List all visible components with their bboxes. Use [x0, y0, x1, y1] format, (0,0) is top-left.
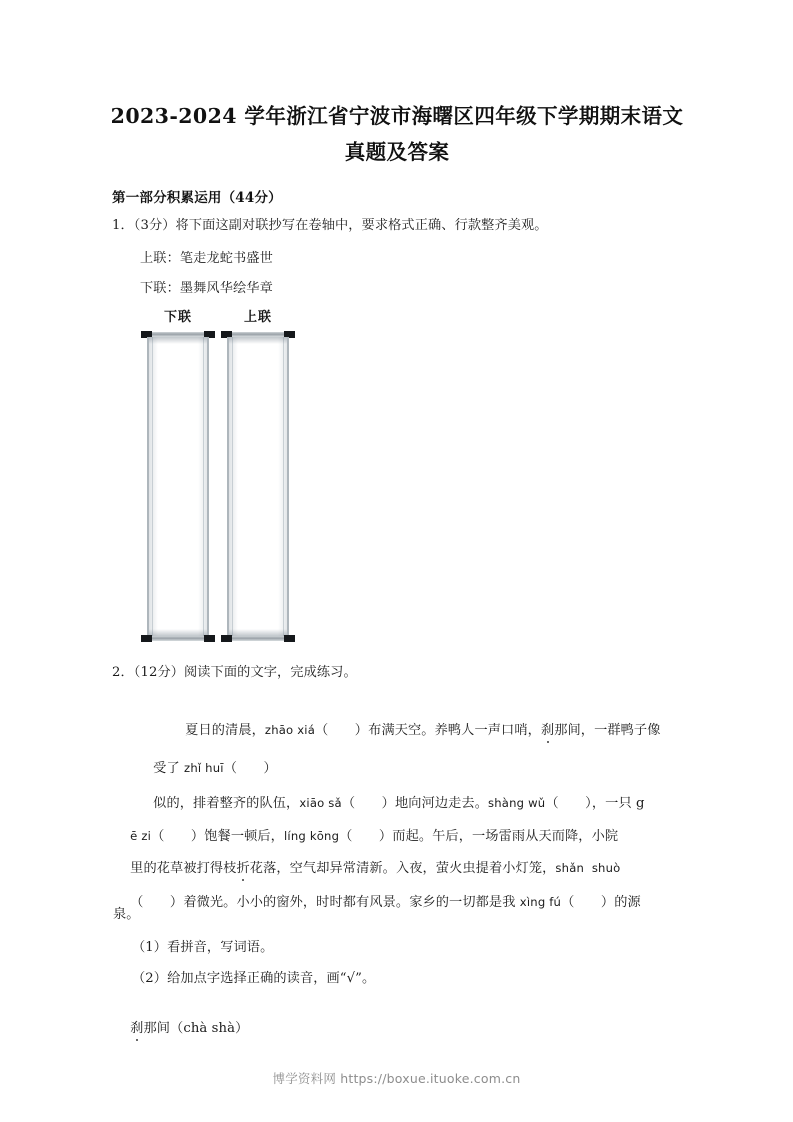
reading-options: 那间（chà shà）: [143, 1021, 249, 1036]
passage-text: 地向河边走去。: [395, 796, 489, 811]
answer-blank: （ ）: [339, 829, 393, 844]
scroll-label-shanglian: 上联: [243, 310, 272, 325]
question-2-sub-2: （2）给加点字选择正确的读音，画“√”。: [132, 971, 376, 986]
passage-line-6: [113, 872, 641, 933]
scroll-paper-blank: [227, 337, 289, 636]
scroll-left: [145, 332, 211, 641]
pinyin-xiaosa: xiāo sǎ: [299, 796, 342, 810]
page-title-line-1: 2023-2024 学年浙江省宁波市海曙区四年级下学期期末语文: [110, 104, 684, 128]
scroll-paper-shading: [149, 337, 207, 636]
passage-text: 受了: [153, 761, 185, 776]
passage-text: 而起。午后，一场雷雨从天而降，小院: [392, 829, 619, 844]
scroll-right: [225, 332, 291, 641]
pinyin-xingfu: xìng fú: [519, 895, 562, 909]
passage-text: 里的花草被打得枝: [130, 861, 237, 876]
pinyin-gezi: ē zi: [130, 829, 152, 843]
passage-text: 着微光。小小的窗外，时时都有风景。家乡的一切都是我: [183, 895, 520, 910]
footer-url: https://boxue.ituoke.com.cn: [340, 1071, 521, 1086]
answer-blank: （ ）: [223, 761, 277, 776]
rod-cap-icon: [141, 635, 152, 642]
pinyin-shangwu: shàng wǔ: [488, 796, 546, 810]
question-2-sub-1: （1）看拼音，写词语。: [132, 940, 274, 955]
pinyin-shanshuo: shǎn shuò: [555, 861, 621, 875]
footer-site-name: 博学资料网: [272, 1071, 337, 1086]
scroll-rod-bottom: [141, 636, 215, 641]
answer-blank: （ ）: [561, 895, 615, 910]
couplet-scroll-figure: [145, 306, 300, 641]
pinyin-zhihui: zhǐ huī: [184, 761, 224, 775]
dotted-char-cha: 刹: [540, 723, 555, 738]
pinyin-zhaoxia: zhāo xiá: [264, 723, 316, 737]
footer-watermark: [0, 1069, 793, 1087]
scroll-paper-top-band: [149, 337, 207, 344]
passage-text: 似的，排着整齐的队伍，: [153, 796, 300, 811]
passage-text: 的源: [614, 895, 641, 910]
passage-text: ，一只 g: [591, 796, 645, 811]
question-2-sub-2-item-1: [113, 999, 248, 1059]
rod-cap-icon: [284, 635, 295, 642]
scroll-label-xialian: 下联: [163, 310, 192, 325]
scroll-paper-bottom-band: [149, 629, 207, 636]
dotted-char-cha: 刹: [130, 1021, 144, 1036]
dotted-char-zhe: 折: [236, 861, 250, 876]
question-2-stem: 2．（12分）阅读下面的文字，完成练习。: [112, 665, 357, 680]
answer-blank: （ ）: [315, 723, 369, 738]
rod-cap-icon: [204, 635, 215, 642]
answer-blank: （ ）: [130, 895, 184, 910]
passage-line-7: 泉。: [113, 907, 140, 922]
answer-blank: （ ）: [151, 829, 205, 844]
passage-text: 那间，一群鸭子像: [554, 723, 661, 738]
scroll-paper-bottom-band: [229, 629, 287, 636]
pinyin-lingkong: líng kōng: [283, 829, 340, 843]
passage-text: 布满天空。养鸭人一声口哨，: [368, 723, 541, 738]
page-title-line-2: 真题及答案: [344, 140, 450, 164]
passage-text: 夏日的清晨，: [185, 723, 265, 738]
scroll-rod-bottom: [221, 636, 295, 641]
passage-text: 饱餐一顿后，: [204, 829, 284, 844]
section-heading: 第一部分积累运用（44分）: [112, 190, 282, 206]
scroll-paper-blank: [147, 337, 209, 636]
passage-text: 花落，空气却异常清新。入夜，萤火虫提着小灯笼，: [249, 861, 556, 876]
scroll-paper-top-band: [229, 337, 287, 344]
question-1-xialian: 下联：墨舞风华绘华章: [140, 281, 273, 296]
answer-blank: （ ）: [341, 796, 395, 811]
rod-cap-icon: [221, 635, 232, 642]
page-title: [108, 98, 686, 170]
scroll-paper-shading: [229, 337, 287, 636]
question-1-shanglian: 上联：笔走龙蛇书盛世: [140, 251, 273, 266]
question-1-stem: 1．（3分）将下面这副对联抄写在卷轴中，要求格式正确、行款整齐美观。: [112, 218, 548, 233]
answer-blank: （ ）: [545, 796, 592, 811]
